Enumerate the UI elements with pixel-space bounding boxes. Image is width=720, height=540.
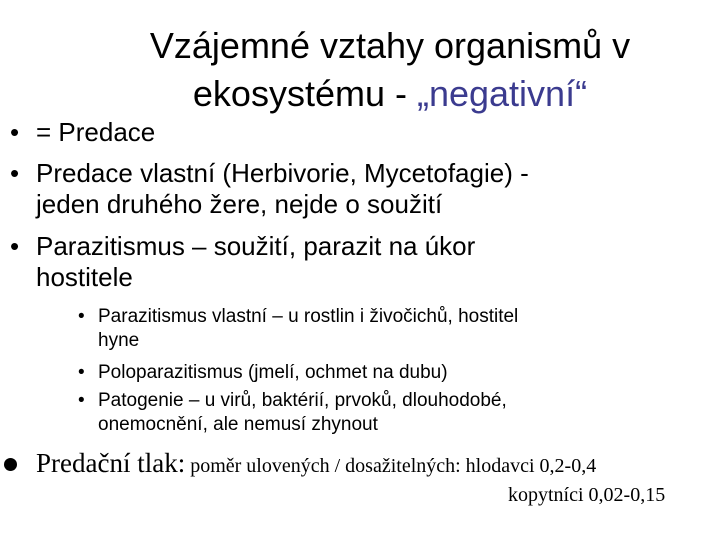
sub-bullet-parazitismus-vlastni (78, 305, 678, 353)
sub-bullet-marker: • (78, 390, 85, 411)
sub-bullet-marker: • (78, 362, 85, 383)
footer-line-1 (36, 448, 720, 479)
round-bullet-icon (4, 458, 17, 471)
sub-bullet-text-line-1: Patogenie – u virů, baktérií, prvoků, dlouhodobé, (98, 390, 507, 411)
sub-bullet-patogenie (78, 389, 678, 437)
sub-bullet-text-line-2: onemocnění, ale nemusí zhynout (98, 414, 378, 435)
sub-bullet-text-line-1: Parazitismus vlastní – u rostlin i živočichů, hostitel (98, 306, 519, 327)
title-line-1: Vzájemné vztahy organismů v (149, 25, 631, 66)
title-line-2-text: ekosystému - (192, 73, 417, 114)
footer-label: Predační tlak: (36, 448, 186, 478)
sub-bullet-text-line-2: hyne (98, 330, 140, 351)
sub-bullet-text: Poloparazitismus (jmelí, ochmet na dubu) (98, 362, 448, 383)
bullet-text-line-1: Predace vlastní (Herbivorie, Mycetofagie) - (36, 158, 529, 188)
slide-title (60, 22, 720, 118)
footer-line-2: kopytníci 0,02-0,15 (508, 484, 666, 506)
bullet-text-line-2: hostitele (36, 262, 133, 292)
bullet-predace (10, 117, 710, 148)
title-line-2 (60, 70, 720, 118)
bullet-marker: • (10, 117, 20, 147)
bullet-text: = Predace (36, 117, 156, 147)
bullet-predace-vlastni (10, 158, 710, 220)
footer-text: poměr ulovených / dosažitelných: hlodavci 0,2-0,4 (185, 455, 597, 477)
bullet-text-line-2: jeden druhého žere, nejde o soužití (36, 189, 443, 219)
sub-bullet-marker: • (78, 306, 85, 327)
bullet-marker: • (10, 158, 20, 188)
title-accent-word: „negativní“ (416, 73, 588, 114)
bullet-text-line-1: Parazitismus – soužití, parazit na úkor (36, 231, 476, 261)
bullet-marker: • (10, 231, 20, 261)
sub-bullet-poloparazitismus (78, 361, 678, 385)
bullet-parazitismus (10, 231, 710, 293)
